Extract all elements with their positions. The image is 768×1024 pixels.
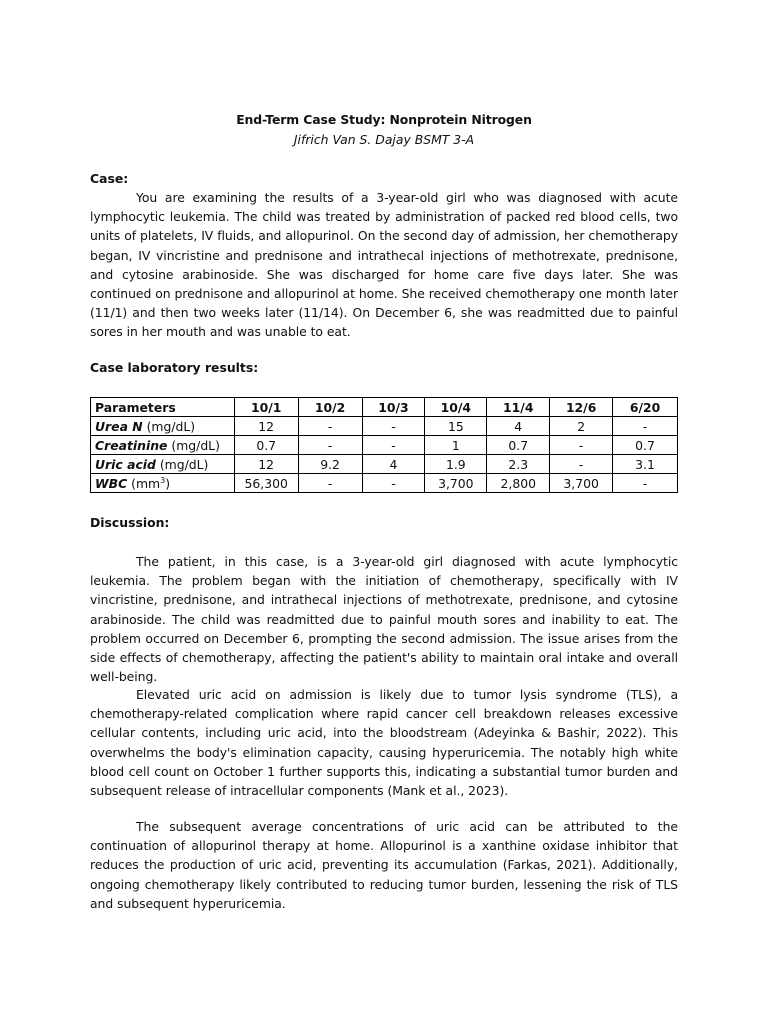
table-row xyxy=(91,417,678,436)
table-cell: 15 xyxy=(425,417,487,436)
table-cell: - xyxy=(613,417,678,436)
table-cell: 0.7 xyxy=(613,436,678,455)
case-paragraph: You are examining the results of a 3-year-old girl who was diagnosed with acute lymphocytic leukemia. The child was treated by administration of packed red blood cells, two units of platelets, IV fluids, and allopurinol. On the second day of admission, her chemotherapy began, IV vincristine and prednisone and intrathecal injections of methotrexate, prednisone, and cytosine arabinoside. She was discharged for home care five days later. She was continued on prednisone and allopurinol at home. She received chemotherapy one month later (11/1) and then two weeks later (11/14). On December 6, she was readmitted due to painful sores in her mouth and was unable to eat. xyxy=(90,190,678,340)
discussion-heading: Discussion: xyxy=(90,515,170,530)
parameter-cell xyxy=(91,474,235,493)
lab-results-heading: Case laboratory results: xyxy=(90,360,259,375)
document-title: End-Term Case Study: Nonprotein Nitrogen xyxy=(236,112,532,127)
table-row xyxy=(91,455,678,474)
unit-superscript: 3 xyxy=(160,475,166,485)
table-cell: 9.2 xyxy=(298,455,362,474)
discussion-paragraph-1: The patient, in this case, is a 3-year-old girl diagnosed with acute lymphocytic leukemia. The problem began with the initiation of chemotherapy, specifically with IV vincristine, prednisone, and intrathecal injections of methotrexate, prednisone, and cytosine arabinoside. The child was readmitted due to painful mouth sores and inability to eat. The problem occurred on December 6, prompting the second admission. The issue arises from the side effects of chemotherapy, affecting the patient's ability to maintain oral intake and overall well-being. xyxy=(90,554,678,685)
table-cell: 4 xyxy=(362,455,425,474)
table-header-cell: 10/2 xyxy=(298,398,362,417)
table-cell: - xyxy=(550,436,613,455)
parameter-cell xyxy=(91,417,235,436)
table-cell: - xyxy=(298,474,362,493)
parameter-cell xyxy=(91,455,235,474)
parameter-name: WBC xyxy=(95,475,128,491)
table-cell: - xyxy=(298,417,362,436)
table-cell: 2.3 xyxy=(487,455,550,474)
table-cell: - xyxy=(362,436,425,455)
discussion-paragraph-2: Elevated uric acid on admission is likely due to tumor lysis syndrome (TLS), a chemotherapy-related complication where rapid cancer cell breakdown releases excessive cellular contents, including uric acid, into the bloodstream (Adeyinka & Bashir, 2022). This overwhelms the body's elimination capacity, causing hyperuricemia. The notably high white blood cell count on October 1 further supports this, indicating a substantial tumor burden and subsequent release of intracellular components (Mank et al., 2023). xyxy=(90,687,678,799)
table-header-row xyxy=(91,398,678,417)
table-cell: 3,700 xyxy=(550,474,613,493)
table-cell: - xyxy=(550,455,613,474)
table-header-cell: 10/3 xyxy=(362,398,425,417)
table-cell: 1.9 xyxy=(425,455,487,474)
table-row xyxy=(91,436,678,455)
parameter-name: Uric acid xyxy=(95,456,156,472)
parameter-cell xyxy=(91,436,235,455)
lab-results-table xyxy=(90,397,678,493)
parameter-unit: (mg/dL) xyxy=(155,456,209,472)
table-header-cell: 12/6 xyxy=(550,398,613,417)
discussion-paragraph-3: The subsequent average concentrations of uric acid can be attributed to the continuation of allopurinol therapy at home. Allopurinol is a xanthine oxidase inhibitor that reduces the production of uric acid, preventing its accumulation (Farkas, 2021). Additionally, ongoing chemotherapy likely contributed to reducing tumor burden, lessening the risk of TLS and subsequent hyperuricemia. xyxy=(90,819,678,911)
table-header-cell: 10/4 xyxy=(425,398,487,417)
parameter-name: Urea N xyxy=(95,418,143,434)
unit-close: ) xyxy=(165,475,171,491)
parameter-unit: (mm xyxy=(127,475,161,491)
parameter-name: Creatinine xyxy=(95,437,168,453)
table-header-cell: Parameters xyxy=(91,398,235,417)
table-cell: 2 xyxy=(550,417,613,436)
table-cell: - xyxy=(362,417,425,436)
table-cell: 12 xyxy=(234,455,298,474)
table-cell: 56,300 xyxy=(234,474,298,493)
table-cell: - xyxy=(613,474,678,493)
table-cell: 4 xyxy=(487,417,550,436)
table-cell: 1 xyxy=(425,436,487,455)
table-cell: 0.7 xyxy=(487,436,550,455)
table-cell: 3.1 xyxy=(613,455,678,474)
table-cell: 0.7 xyxy=(234,436,298,455)
parameter-unit: (mg/dL) xyxy=(142,418,196,434)
table-header-cell: 11/4 xyxy=(487,398,550,417)
table-header-cell: 6/20 xyxy=(613,398,678,417)
table-cell: 12 xyxy=(234,417,298,436)
table-cell: - xyxy=(298,436,362,455)
table-header-cell: 10/1 xyxy=(234,398,298,417)
case-heading: Case: xyxy=(90,171,129,186)
table-cell: 2,800 xyxy=(487,474,550,493)
table-row xyxy=(91,474,678,493)
author-line: Jifrich Van S. Dajay BSMT 3-A xyxy=(293,132,475,147)
table-cell: 3,700 xyxy=(425,474,487,493)
parameter-unit: (mg/dL) xyxy=(167,437,220,453)
table-cell: - xyxy=(362,474,425,493)
